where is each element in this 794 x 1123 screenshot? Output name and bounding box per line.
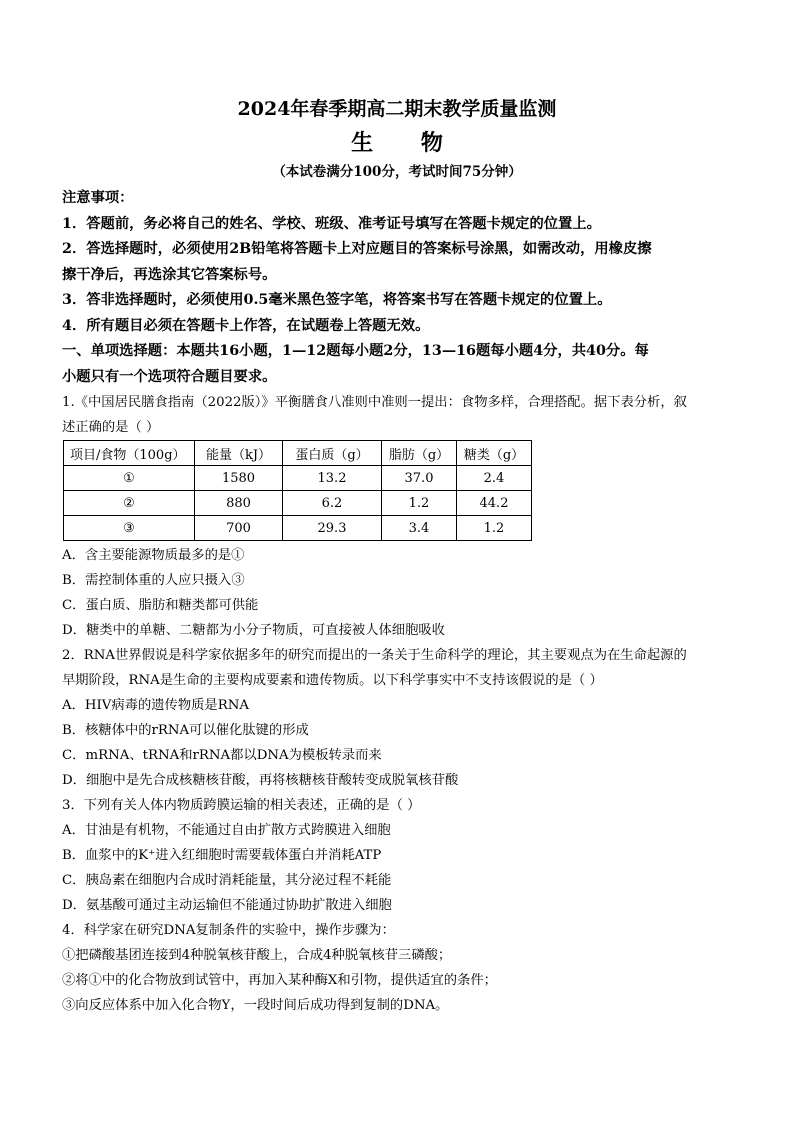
table-header-cell: 能量（kJ） xyxy=(195,441,283,466)
table-cell: ① xyxy=(64,466,195,491)
option-a: A．含主要能源物质最多的是① xyxy=(62,548,245,563)
table-cell: 3.4 xyxy=(382,516,457,541)
table-cell: 1.2 xyxy=(457,516,532,541)
table-cell: 29.3 xyxy=(283,516,382,541)
procedure-step: ③向反应体系中加入化合物Y，一段时间后成功得到复制的DNA。 xyxy=(62,998,449,1013)
question-1 xyxy=(62,390,732,643)
option-c: C．mRNA、tRNA和rRNA都以DNA为模板转录而来 xyxy=(62,748,382,763)
notes-section xyxy=(62,186,732,339)
note-item: 4．所有题目必须在答题卡上作答，在试题卷上答题无效。 xyxy=(62,317,430,334)
table-header-cell: 蛋白质（g） xyxy=(283,441,382,466)
option-b: B．血浆中的K⁺进入红细胞时需要载体蛋白并消耗ATP xyxy=(62,848,382,863)
table-cell: 44.2 xyxy=(457,491,532,516)
table-cell: 6.2 xyxy=(283,491,382,516)
table-cell: 1580 xyxy=(195,466,283,491)
table-cell: 37.0 xyxy=(382,466,457,491)
option-b: B．需控制体重的人应只摄入③ xyxy=(62,573,245,588)
question-2 xyxy=(62,643,732,793)
table-cell: 1.2 xyxy=(382,491,457,516)
option-d: D．氨基酸可通过主动运输但不能通过协助扩散进入细胞 xyxy=(62,898,392,913)
option-c: C．胰岛素在细胞内合成时消耗能量，其分泌过程不耗能 xyxy=(62,873,392,888)
table-header-row xyxy=(64,441,532,466)
question-stem: 4．科学家在研究DNA复制条件的实验中，操作步骤为： xyxy=(62,923,395,938)
question-stem: 1.《中国居民膳食指南（2022版）》平衡膳食八准则中准则一提出：食物多样，合理搭配。据下表分析，叙 xyxy=(62,395,687,410)
note-item: 擦干净后，再选涂其它答案标号。 xyxy=(62,266,277,283)
option-c: C．蛋白质、脂肪和糖类都可供能 xyxy=(62,598,259,613)
procedure-step: ②将①中的化合物放到试管中，再加入某种酶X和引物，提供适宜的条件； xyxy=(62,973,497,988)
option-a: A．HIV病毒的遗传物质是RNA xyxy=(62,698,249,713)
notes-heading: 注意事项： xyxy=(62,190,134,206)
procedure-step: ①把磷酸基团连接到4种脱氧核苷酸上，合成4种脱氧核苷三磷酸； xyxy=(62,948,452,963)
table-header-cell: 脂肪（g） xyxy=(382,441,457,466)
table-cell: ③ xyxy=(64,516,195,541)
table-cell: 13.2 xyxy=(283,466,382,491)
note-item: 3．答非选择题时，必须使用0.5毫米黑色签字笔，将答案书写在答题卡规定的位置上。 xyxy=(62,292,612,308)
exam-info: （本试卷满分100分，考试时间75分钟） xyxy=(272,164,522,180)
question-stem: 2．RNA世界假说是科学家依据多年的研究而提出的一条关于生命科学的理论，其主要观点为在生命起源的 xyxy=(62,648,687,663)
table-cell: 880 xyxy=(195,491,283,516)
section-heading xyxy=(62,339,732,390)
option-b: B．核糖体中的rRNA可以催化肽键的形成 xyxy=(62,723,309,738)
table-header-cell: 糖类（g） xyxy=(457,441,532,466)
note-item: 1．答题前，务必将自己的姓名、学校、班级、准考证号填写在答题卡规定的位置上。 xyxy=(62,215,601,232)
option-d: D．细胞中是先合成核糖核苷酸，再将核糖核苷酸转变成脱氧核苷酸 xyxy=(62,773,459,788)
table-cell: 700 xyxy=(195,516,283,541)
section-heading-line: 小题只有一个选项符合题目要求。 xyxy=(62,368,277,385)
option-a: A．甘油是有机物，不能通过自由扩散方式跨膜进入细胞 xyxy=(62,823,391,838)
question-stem: 述正确的是（ ） xyxy=(62,420,160,435)
exam-title: 2024年春季期高二期末教学质量监测 xyxy=(237,98,557,120)
table-header-cell: 项目/食物（100g） xyxy=(64,441,195,466)
question-stem: 3．下列有关人体内物质跨膜运输的相关表述，正确的是（ ） xyxy=(62,798,421,813)
table-cell: 2.4 xyxy=(457,466,532,491)
option-d: D．糖类中的单糖、二糖都为小分子物质，可直接被人体细胞吸收 xyxy=(62,623,445,638)
section-heading-line: 一、单项选择题：本题共16小题，1—12题每小题2分，13—16题每小题4分，共40分。每 xyxy=(62,343,649,359)
question-stem: 早期阶段，RNA是生命的主要构成要素和遗传物质。以下科学事实中不支持该假说的是（ ） xyxy=(62,673,603,688)
table-row xyxy=(64,491,532,516)
table-row xyxy=(64,516,532,541)
table-cell: ② xyxy=(64,491,195,516)
question-3 xyxy=(62,793,732,918)
question-4 xyxy=(62,918,732,1018)
table-row xyxy=(64,466,532,491)
note-item: 2．答选择题时，必须使用2B铅笔将答题卡上对应题目的答案标号涂黑，如需改动，用橡皮擦 xyxy=(62,241,652,257)
nutrition-table xyxy=(63,440,532,541)
subject-title: 生 物 xyxy=(351,130,463,156)
